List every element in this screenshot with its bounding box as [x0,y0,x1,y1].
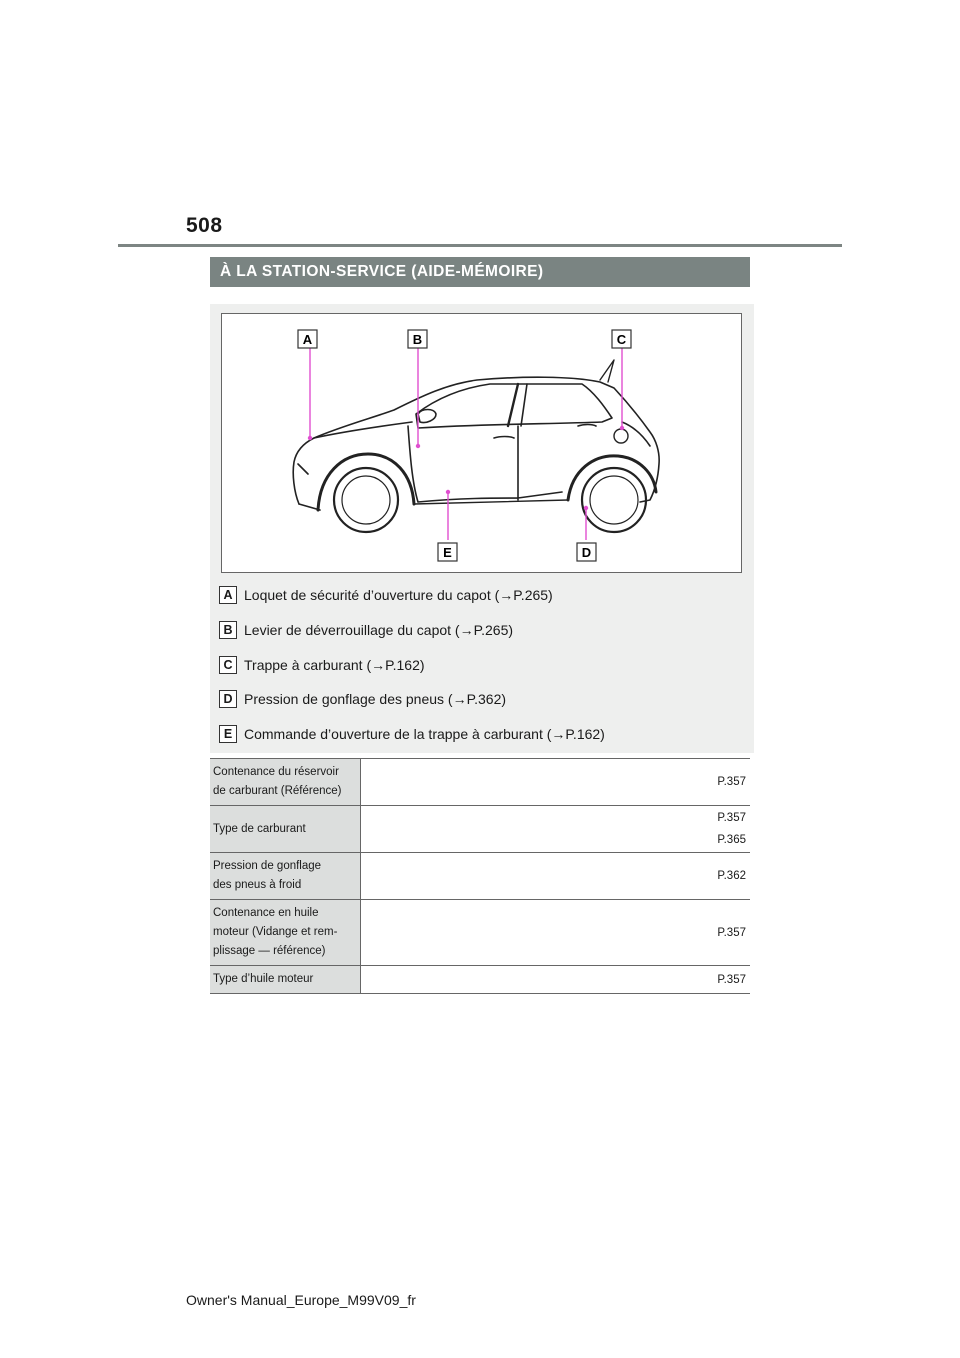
legend-letter-c: C [219,656,237,674]
callout-a [298,330,317,348]
fuel-flap [614,429,628,443]
row-value [360,900,750,966]
section-title: À LA STATION-SERVICE (AIDE-MÉMOIRE) [210,257,750,287]
row-value [360,966,750,994]
roof-antenna [600,360,614,382]
car-side-view-figure [221,313,742,573]
car-body-outline [293,377,659,504]
header-rule [118,244,842,247]
row-label-line: moteur (Vidange et rem- [213,926,338,938]
callout-dot-a [308,436,312,440]
front-wheel [334,468,398,532]
footer-manual-id: Owner's Manual_Europe_M99V09_fr [186,1292,416,1308]
rear-wheel-arch [568,456,656,500]
table-row [210,966,750,994]
page-reference: P.365 [717,834,746,846]
callout-dot-c [620,426,624,430]
callout-dot-d [584,506,588,510]
row-label-line: de carburant (Référence) [213,785,342,797]
front-wheel-arch [318,454,414,510]
callout-e [438,543,457,561]
row-label-line: Pression de gonflage [213,860,322,872]
car-side-view-illustration [222,314,743,574]
table-row [210,900,750,966]
row-label [210,900,360,966]
legend-letter-b: B [219,621,237,639]
callout-letter-e: E [443,545,452,560]
car-window-outline [416,384,612,428]
callout-d [577,543,596,561]
page-reference: P.357 [717,973,746,986]
row-label [210,966,360,994]
reference-table [210,758,750,994]
page-number: 508 [186,214,223,237]
callout-letter-c: C [616,332,627,347]
callout-c [612,330,631,348]
legend-text-d: Pression de gonflage des pneus (→P.362) [244,691,507,707]
rear-wheel [582,468,646,532]
callout-dot-b [416,444,420,448]
legend-letter-d: D [219,690,237,708]
row-label-line: Type d’huile moteur [213,973,314,985]
legend-text-c: Trappe à carburant (→P.162) [244,657,425,673]
row-label-line: des pneus à froid [213,879,302,891]
row-value [360,759,750,806]
legend-text-b: Levier de déverrouillage du capot (→P.265) [244,622,514,638]
page-reference: P.357 [717,776,746,788]
door-lines [408,426,562,502]
legend-letter-e: E [219,725,237,743]
page-reference: P.357 [717,926,746,939]
callout-letter-a: A [302,332,313,347]
table-row [210,806,750,853]
legend-item-a [219,585,553,605]
callout-dot-e [446,490,450,494]
callout-letter-b: B [412,332,423,347]
page-reference: P.357 [717,812,746,824]
legend-item-b [219,620,513,640]
row-label-line: Contenance du réservoir [213,766,339,778]
legend-item-d [219,689,506,709]
row-label-line: Type de carburant [213,822,306,835]
row-label-line: plissage — référence) [213,945,326,957]
row-value [360,806,750,853]
legend-item-e [219,724,605,744]
legend-text-e: Commande d’ouverture de la trappe à carburant (→P.162) [244,726,605,742]
legend-text-a: Loquet de sécurité d’ouverture du capot (→P.265) [244,587,553,603]
legend-item-c [219,655,425,675]
table-row [210,759,750,806]
table-row [210,853,750,900]
row-label-line: Contenance en huile [213,907,319,919]
row-value [360,853,750,900]
row-label [210,806,360,853]
row-label [210,853,360,900]
page-reference: P.362 [717,870,746,882]
callout-letter-d: D [581,545,592,560]
callout-b [408,330,427,348]
row-label [210,759,360,806]
legend-letter-a: A [219,586,237,604]
side-mirror [418,410,436,423]
